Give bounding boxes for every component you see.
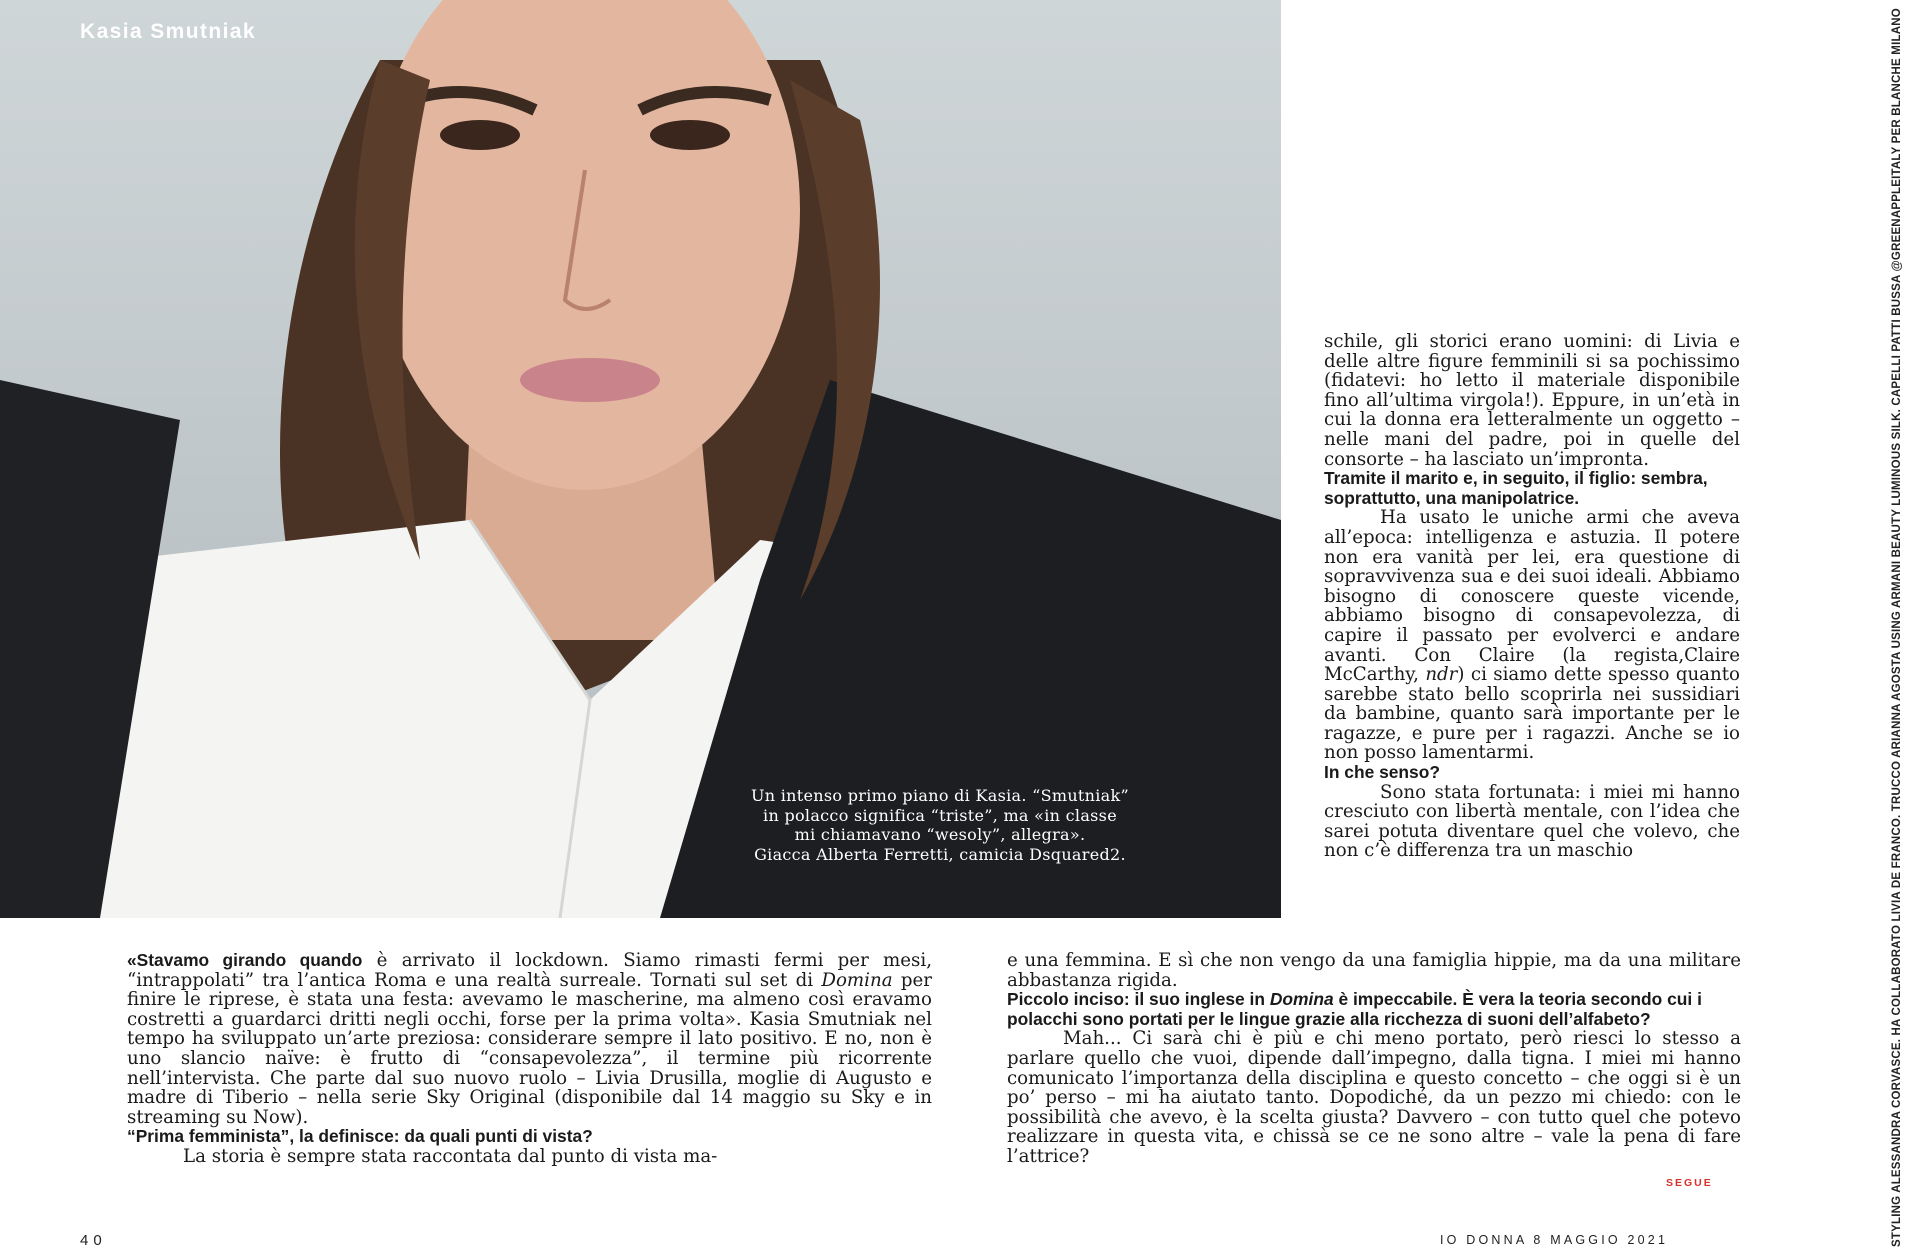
body-text-italic: ndr [1425,664,1458,686]
body-text: per finire le riprese, è stata una festa: avevamo le mascherine, ma almeno così eravamo costretti a guardarci dritti negli occhi, forse per la prima volta». Kasia Smutniak nel tempo ha sviluppato un’arte preziosa: considerare sempre il lato positivo. E no, non è uno slancio naïve: è frutto di “consapevolezza”, il termine più ricorrente nell’intervista. Che parte dal suo nuovo ruolo – Livia Drusilla, moglie di Augusto e madre di Tiberio – nella serie Sky Original (disponibile dal 14 maggio su Sky e in streaming su Now). [127,969,932,1128]
interview-question: Tramite il marito e, in seguito, il figlio: sembra, soprattutto, una manipolatrice. [1324,468,1708,508]
caption-line: in polacco significa “triste”, ma «in classe [763,805,1117,825]
portrait-photo [0,0,1281,918]
lead-bold: «Stavamo girando quando [127,950,363,970]
caption-line: Giacca Alberta Ferretti, camicia Dsquared2. [754,844,1126,864]
article-column-right [1324,332,1740,861]
body-paragraph: e una femmina. E sì che non vengo da una famiglia hippie, ma da una militare abbastanza rigida. [1007,950,1741,991]
question-text-italic: Domina [1269,989,1334,1010]
question-text: Piccolo inciso: il suo inglese in [1007,989,1270,1010]
body-paragraph: Sono stata fortunata: i miei mi hanno cresciuto con libertà mentale, con l’idea che sarei potuta diventare quel che volevo, che non c’è differenza tra un maschio [1324,781,1740,862]
interview-question: “Prima femminista”, la definisce: da quali punti di vista? [127,1126,593,1147]
body-paragraph: schile, gli storici erano uomini: di Livia e delle altre figure femminili si sa pochissimo (fidatevi: ho letto il materiale disponibile fino all’ultima virgola!). Eppure, in un’età in cui la donna era letteralmente un oggetto – nelle mani del padre, poi in quelle del consorte – ha lasciato un’impronta. [1324,331,1740,470]
body-paragraph: La storia è sempre stata raccontata dal punto di vista ma- [183,1145,718,1167]
body-text: ) ci siamo dette spesso quanto sarebbe stato bello scoprirla nei sussidiari da bambine, quanto sarà importante per le ragazze, e pure per i ragazzi. Anche se io non posso lamentarmi. [1324,664,1740,764]
issue-footer: IO DONNA 8 MAGGIO 2021 [1440,1233,1669,1247]
article-column-left [127,951,932,1167]
photo-caption [660,786,1220,864]
interview-question [1007,990,1741,1029]
interview-question: In che senso? [1324,762,1440,783]
caption-line: Un intenso primo piano di Kasia. “Smutniak” [750,786,1129,805]
body-paragraph [1324,508,1740,763]
segue-label: SEGUE [1666,1177,1713,1189]
article-column-middle [1007,951,1741,1167]
body-paragraph: Mah... Ci sarà chi è più e chi meno portato, però riesci lo stesso a parlare quello che vuoi, dipende dall’impegno, dalla tigna. I miei mi hanno comunicato l’importanza della disciplina e questo concetto – che oggi si è un po’ perso – mi ha aiutato tanto. Dopodiché, da un pezzo mi chiedo: con le possibilità che avevo, è la scelta giusta? Davvero – con tutto quel che potevo realizzare in questa vita, e chissà se ce ne sono altre – vale la pena di fare l’attrice? [1007,1028,1741,1167]
body-text-italic: Domina [821,969,893,991]
question-text: è impeccabile. È vera la teoria secondo cui i polacchi sono portati per le lingue grazie alla ricchezza di suoni dell’alfabeto? [1007,989,1702,1029]
photo-credits: STYLING ALESSANDRA CORVASCE. HA COLLABORATO LIVIA DE FRANCO. TRUCCO ARIANNA AGOSTA USING ARMANI BEAUTY LUMINOUS SILK. CAPELLI PATTI BUSSA @GREENAPPLEITALY PER BLANCHE MILANO [1891,8,1903,1247]
page-number: 40 [80,1232,107,1249]
body-text: Ha usato le uniche armi che aveva all’epoca: intelligenza e astuzia. Il potere non era vanità per lei, era questione di sopravvivenza sua e dei suoi ideali. Abbiamo bisogno di conoscere queste vicende, abbiamo bisogno di consapevolezza, di capire il passato per evolverci e andare avanti. Con Claire (la regista,Claire McCarthy, [1324,507,1740,686]
portrait-illustration [0,0,1281,918]
eye-right [650,120,730,150]
eye-left [440,120,520,150]
caption-line: mi chiamavano “wesoly”, allegra». [794,825,1086,844]
kicker-label: Kasia Smutniak [80,20,256,43]
body-text: è arrivato il lockdown. Siamo rimasti fermi per mesi, “intrappolati” tra l’antica Roma e una realtà surreale. Tornati sul set di [127,950,932,991]
lips-shape [520,358,660,402]
lead-paragraph [127,951,932,1127]
